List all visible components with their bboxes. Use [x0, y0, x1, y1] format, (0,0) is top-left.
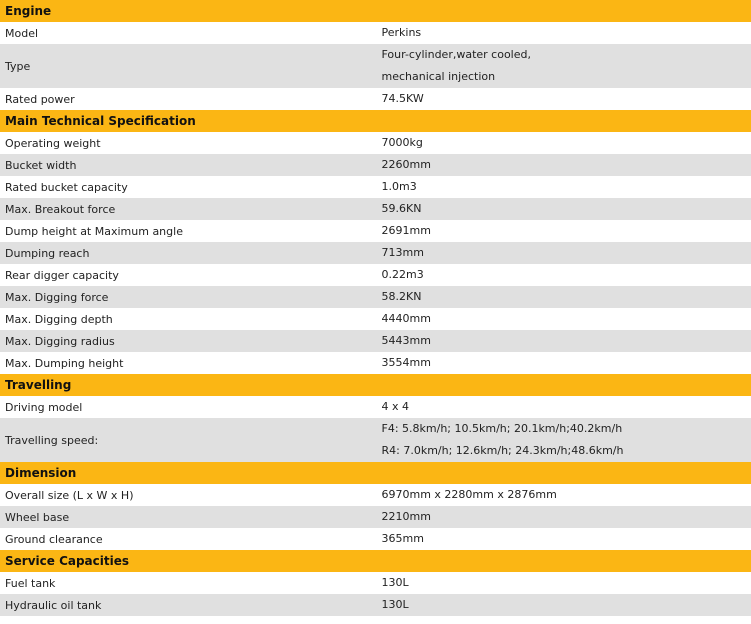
spec-value	[376, 506, 751, 528]
spec-value-line: 2260mm	[381, 158, 431, 171]
spec-row	[0, 396, 751, 418]
spec-value	[376, 484, 751, 506]
section-header	[0, 462, 751, 484]
spec-value-line: 3554mm	[381, 356, 431, 369]
spec-row	[0, 594, 751, 616]
section-title: Travelling	[0, 374, 751, 396]
spec-row	[0, 132, 751, 154]
spec-value-line: Perkins	[381, 26, 422, 39]
spec-label: Travelling speed:	[0, 418, 376, 462]
spec-label: Rated power	[0, 88, 376, 110]
section-title: Dimension	[0, 462, 751, 484]
spec-label: Bucket width	[0, 154, 376, 176]
spec-value	[376, 396, 751, 418]
spec-value-line: 6970mm x 2280mm x 2876mm	[381, 488, 557, 501]
spec-label: Fuel tank	[0, 572, 376, 594]
spec-row	[0, 220, 751, 242]
spec-value	[376, 330, 751, 352]
spec-value	[376, 264, 751, 286]
spec-value	[376, 22, 751, 44]
spec-label: Max. Breakout force	[0, 198, 376, 220]
spec-value	[376, 308, 751, 330]
spec-label: Max. Digging force	[0, 286, 376, 308]
spec-label: Max. Digging depth	[0, 308, 376, 330]
spec-label: Dump height at Maximum angle	[0, 220, 376, 242]
spec-label: Dumping reach	[0, 242, 376, 264]
spec-value-line: mechanical injection	[381, 70, 496, 83]
spec-value	[376, 198, 751, 220]
spec-row	[0, 506, 751, 528]
spec-label: Type	[0, 44, 376, 88]
section-title: Service Capacities	[0, 550, 751, 572]
spec-label: Hydraulic oil tank	[0, 594, 376, 616]
spec-value	[376, 352, 751, 374]
spec-value-line: 4 x 4	[381, 400, 409, 413]
spec-row	[0, 484, 751, 506]
spec-row	[0, 242, 751, 264]
spec-value	[376, 572, 751, 594]
spec-value-line: 2210mm	[381, 510, 431, 523]
spec-value-line: 2691mm	[381, 224, 431, 237]
spec-label: Rated bucket capacity	[0, 176, 376, 198]
spec-label: Wheel base	[0, 506, 376, 528]
spec-value	[376, 44, 751, 88]
spec-label: Driving model	[0, 396, 376, 418]
spec-value-line: 7000kg	[381, 136, 423, 149]
spec-label: Model	[0, 22, 376, 44]
spec-value-line: 59.6KN	[381, 202, 422, 215]
spec-value-line: 0.22m3	[381, 268, 424, 281]
spec-value	[376, 154, 751, 176]
spec-row	[0, 22, 751, 44]
spec-value	[376, 286, 751, 308]
section-header	[0, 550, 751, 572]
spec-value-line: R4: 7.0km/h; 12.6km/h; 24.3km/h;48.6km/h	[381, 444, 624, 457]
spec-label: Overall size (L x W x H)	[0, 484, 376, 506]
spec-label: Rear digger capacity	[0, 264, 376, 286]
spec-row	[0, 154, 751, 176]
spec-value-line: 4440mm	[381, 312, 431, 325]
spec-value-line: 5443mm	[381, 334, 431, 347]
spec-row	[0, 286, 751, 308]
spec-value-line: 130L	[381, 576, 409, 589]
spec-row	[0, 528, 751, 550]
spec-row	[0, 198, 751, 220]
spec-row	[0, 352, 751, 374]
spec-row	[0, 264, 751, 286]
spec-value	[376, 242, 751, 264]
spec-value	[376, 594, 751, 616]
spec-label: Max. Dumping height	[0, 352, 376, 374]
spec-label: Operating weight	[0, 132, 376, 154]
spec-row	[0, 44, 751, 88]
spec-value-line: 713mm	[381, 246, 424, 259]
spec-value	[376, 220, 751, 242]
spec-value	[376, 528, 751, 550]
spec-value-line: F4: 5.8km/h; 10.5km/h; 20.1km/h;40.2km/h	[381, 422, 623, 435]
section-title: Main Technical Specification	[0, 110, 751, 132]
section-title: Engine	[0, 0, 751, 22]
spec-value-line: 365mm	[381, 532, 424, 545]
spec-value	[376, 176, 751, 198]
spec-row	[0, 418, 751, 462]
spec-value-line: 58.2KN	[381, 290, 422, 303]
spec-value-line: Four-cylinder,water cooled,	[381, 48, 531, 61]
spec-value	[376, 418, 751, 462]
spec-row	[0, 308, 751, 330]
spec-row	[0, 176, 751, 198]
spec-value-line: 130L	[381, 598, 409, 611]
spec-row	[0, 88, 751, 110]
spec-row	[0, 572, 751, 594]
spec-value-line: 1.0m3	[381, 180, 417, 193]
spec-row	[0, 330, 751, 352]
spec-value-line: 74.5KW	[381, 92, 424, 105]
section-header	[0, 374, 751, 396]
spec-label: Max. Digging radius	[0, 330, 376, 352]
spec-value	[376, 132, 751, 154]
spec-value	[376, 88, 751, 110]
section-header	[0, 0, 751, 22]
section-header	[0, 110, 751, 132]
spec-label: Ground clearance	[0, 528, 376, 550]
